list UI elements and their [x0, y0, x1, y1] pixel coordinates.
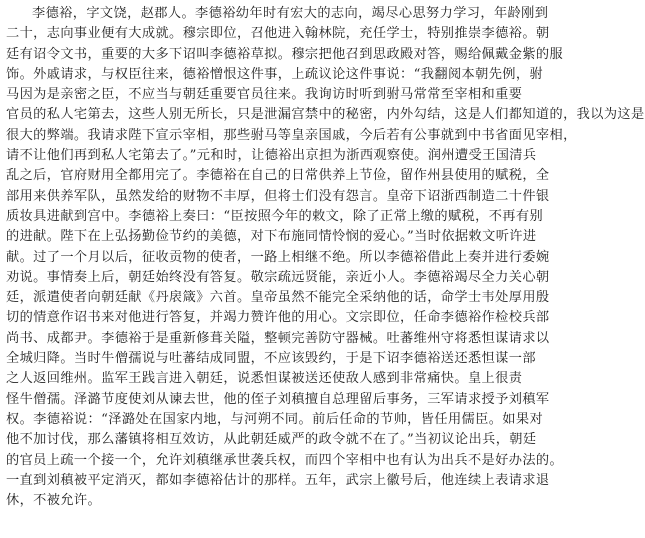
- text-line: 廷有诏令文书，重要的大多下诏叫李德裕草拟。穆宗把他召到思政殿对答，赐给佩戴金紫的服: [6, 46, 564, 62]
- text-line: 一直到刘稹被平定消灭，都如李德裕估计的那样。五年，武宗上徽号后，他连续上表请求退: [6, 472, 550, 488]
- document-text: [6, 4, 645, 534]
- text-line: 劝说。事情奏上后，朝廷始终没有答复。敬宗疏远贤能，亲近小人。李德裕竭尽全力关心朝: [6, 269, 550, 285]
- text-line: 切的情意作诏书来对他进行答复，并竭力赞许他的用心。文宗即位，任命李德裕作检校兵部: [6, 310, 550, 326]
- text-line: 二十，志向事业便有大成就。穆宗即位，召他进入翰林院，充任学士，特别推崇李德裕。朝: [6, 26, 550, 42]
- text-line: 质妆具进献到宫中。李德裕上奏曰：“臣按照今年的敕文，除了正常上缴的赋税，不再有别: [6, 208, 544, 224]
- text-line: 请不让他们再到私人宅第去了。”元和时，让德裕出京担为浙西观察使。润州遭受王国清兵: [6, 148, 537, 164]
- text-line: 怪牛僧孺。泽潞节度使刘从谏去世，他的侄子刘稹擅自总理留后事务，三军请求授予刘稹军: [6, 391, 550, 407]
- text-line: 马因为是亲密之臣，不应当与朝廷重要官员往来。我询访时听到驸马常常至宰相和重要: [6, 87, 523, 103]
- text-line: 乱之后，官府财用全都用完了。李德裕在自己的日常供养上节俭，留作州县使用的赋税，全: [6, 168, 550, 184]
- text-line: 廷，派遣使者向朝廷献《丹扆箴》六首。皇帝虽然不能完全采纳他的话，命学士韦处厚用殷: [6, 290, 550, 306]
- text-line: 尚书、成都尹。李德裕于是重新修葺关隘，整顿完善防守器械。吐蕃维州守将悉怛谋请求以: [6, 330, 550, 346]
- text-line: 休，不被允许。: [6, 493, 102, 509]
- text-line: 官员的私人宅第去，这些人别无所长，只是泄漏宫禁中的秘密，内外勾结，这是人们都知道的，我以为这是: [6, 107, 645, 123]
- text-line: 全城归降。当时牛僧孺说与吐蕃结成同盟，不应该毁约，于是下诏李德裕送还悉怛谋一部: [6, 351, 536, 367]
- text-line: 饰。外戚请求，与权臣往来，德裕憎恨这件事，上疏议论这件事说：“我翻阅本朝先例，驸: [6, 66, 544, 82]
- text-line: 献。过了一个月以后，征收贡物的使者，一路上相继不绝。所以李德裕借此上奏并进行委婉: [6, 249, 550, 265]
- text-line: 部用来供养军队，虽然发给的财物不丰厚，但将士们没有怨言。皇帝下诏浙西制造二十件银: [6, 188, 550, 204]
- text-line: 权。李德裕说：“泽潞处在国家内地，与河朔不同。前后任命的节帅，皆任用儒臣。如果对: [6, 411, 544, 427]
- text-line: 之人返回维州。监军王践言进入朝廷，说悉怛谋被送还使敌人感到非常痛快。皇上很责: [6, 371, 523, 387]
- text-line: 很大的弊端。我请求陛下宣示宰相，那些驸马等皇亲国戚，今后若有公事就到中书省面见宰相，: [6, 127, 577, 143]
- text-line: 他不加讨伐，那么藩镇将相互效访，从此朝廷威严的政令就不在了。”当初议论出兵，朝廷: [6, 432, 537, 448]
- text-line: 的官员上疏一个接一个，允许刘稹继承世袭兵权，而四个宰相中也有认为出兵不是好办法的。: [6, 452, 564, 468]
- text-line: 的进献。陛下在上弘扬勤俭节约的美德，对下布施同情怜悯的爱心。”当时依据敕文听许进: [6, 229, 537, 245]
- text-line: 李德裕，字文饶，赵郡人。李德裕幼年时有宏大的志向，竭尽心思努力学习，年龄刚到: [32, 6, 549, 21]
